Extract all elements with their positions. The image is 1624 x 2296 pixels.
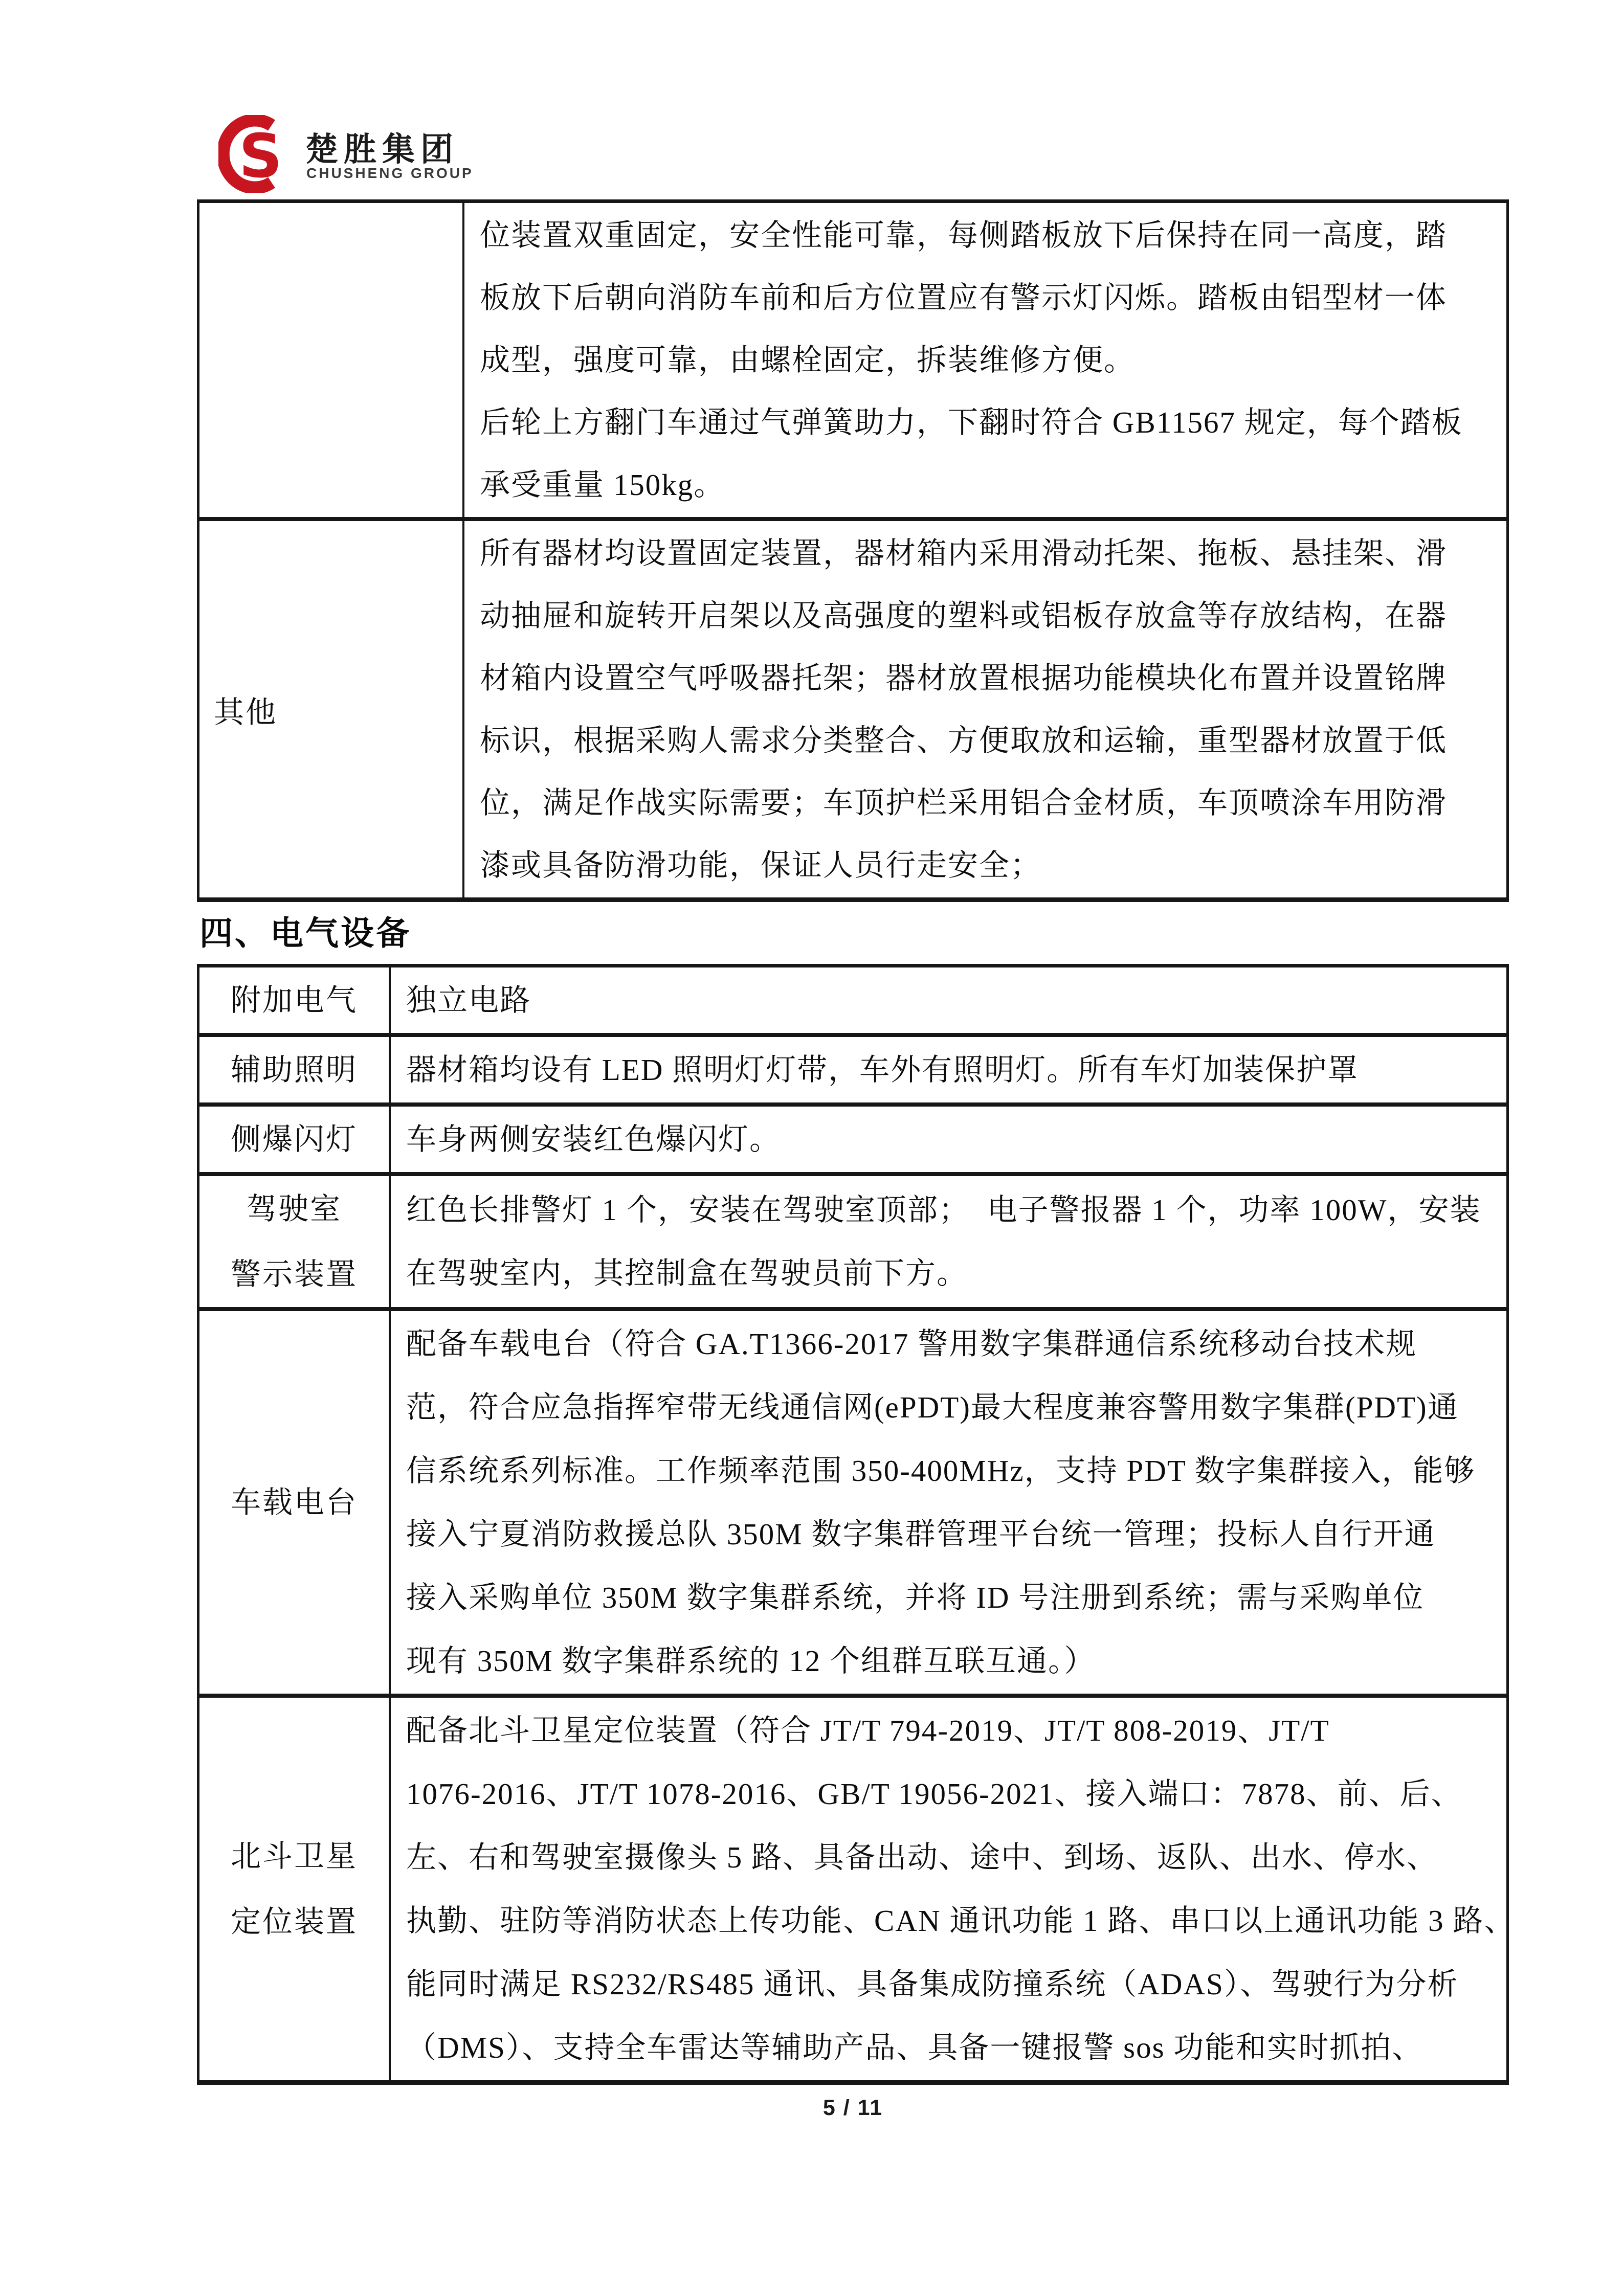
row-label: 北斗卫星 定位装置: [199, 1698, 391, 2080]
spec-line: 信系统系列标准。工作频率范围 350-400MHz，支持 PDT 数字集群接入，能够: [406, 1454, 1476, 1488]
spec-line: 位，满足作战实际需要；车顶护栏采用铝合金材质，车顶喷涂车用防滑: [480, 786, 1448, 820]
row-content: [391, 1311, 1506, 1694]
spec-line: 1076-2016、JT/T 1078-2016、GB/T 19056-2021、接入端口：7878、前、后、: [406, 1777, 1462, 1811]
spec-line: 在驾驶室内，其控制盒在驾驶员前下方。: [406, 1256, 968, 1290]
page-number: 5 / 11: [822, 2096, 883, 2120]
table-row-vehicle-radio: [199, 1307, 1506, 1694]
section-heading: 四、电气设备: [199, 914, 412, 952]
row-content: [464, 203, 1506, 517]
spec-line: 车身两侧安装红色爆闪灯。: [406, 1122, 781, 1156]
spec-line: 独立电路: [406, 983, 531, 1017]
electrical-equipment-table: [197, 964, 1516, 2085]
row-content: [391, 1037, 1506, 1102]
logo-mark-icon: [218, 115, 291, 193]
spec-line: 标识，根据采购人需求分类整合、方便取放和运输，重型器材放置于低: [480, 724, 1448, 757]
spec-line: 接入采购单位 350M 数字集群系统，并将 ID 号注册到系统；需与采购单位: [406, 1581, 1425, 1614]
spec-table-continued: [197, 199, 1509, 902]
spec-line: 范，符合应急指挥窄带无线通信网(ePDT)最大程度兼容警用数字集群(PDT)通: [406, 1390, 1459, 1424]
spec-line: 现有 350M 数字集群系统的 12 个组群互联互通。）: [406, 1644, 1096, 1678]
spec-line: 板放下后朝向消防车前和后方位置应有警示灯闪烁。踏板由铝型材一体: [480, 281, 1448, 314]
spec-line: （DMS）、支持全车雷达等辅助产品、具备一键报警 sos 功能和实时抓拍、: [406, 2031, 1423, 2064]
spec-line: 红色长排警灯 1 个，安装在驾驶室顶部； 电子警报器 1 个，功率 100W，安装: [406, 1193, 1481, 1227]
row-content: [391, 1176, 1506, 1307]
spec-line: 位装置双重固定，安全性能可靠，每侧踏板放下后保持在同一高度，踏: [480, 218, 1448, 252]
table-row-beidou-positioning: [199, 1694, 1516, 2080]
table-row-additional-electric: [199, 967, 1506, 1033]
row-label: 驾驶室 警示装置: [199, 1176, 391, 1307]
spec-line: 动抽屉和旋转开启架以及高强度的塑料或铝板存放盒等存放结构，在器: [480, 599, 1448, 633]
spec-line: 执勤、驻防等消防状态上传功能、CAN 通讯功能 1 路、串口以上通讯功能 3 路、: [406, 1904, 1516, 1938]
svg-text:S: S: [239, 121, 282, 191]
spec-line: 能同时满足 RS232/RS485 通讯、具备集成防撞系统（ADAS）、驾驶行为分析: [406, 1967, 1459, 2001]
table-row-side-strobe: [199, 1102, 1506, 1172]
row-label: 车载电台: [199, 1311, 391, 1694]
company-name-cn: 楚胜集团: [305, 131, 459, 168]
row-label: 附加电气: [199, 967, 391, 1033]
spec-line: 器材箱均设有 LED 照明灯灯带，车外有照明灯。所有车灯加装保护罩: [406, 1053, 1359, 1087]
table-row-other: [199, 517, 1506, 897]
spec-line: 所有器材均设置固定装置，器材箱内采用滑动托架、拖板、悬挂架、滑: [480, 536, 1448, 570]
row-content: [391, 1698, 1519, 2080]
spec-line: 配备车载电台（符合 GA.T1366-2017 警用数字集群通信系统移动台技术规: [406, 1327, 1417, 1361]
spec-line: 承受重量 150kg。: [480, 468, 725, 502]
spec-line: 成型，强度可靠，由螺栓固定，拆装维修方便。: [480, 343, 1136, 377]
row-content: [391, 1107, 1506, 1172]
company-name-en: CHUSHENG GROUP: [306, 165, 474, 181]
spec-line: 接入宁夏消防救援总队 350M 数字集群管理平台统一管理；投标人自行开通: [406, 1517, 1436, 1551]
table-row-aux-lighting: [199, 1033, 1506, 1102]
spec-line: 漆或具备防滑功能，保证人员行走安全；: [480, 848, 1042, 882]
company-logo: [218, 110, 709, 199]
spec-line: 左、右和驾驶室摄像头 5 路、具备出动、途中、到场、返队、出水、停水、: [406, 1840, 1438, 1874]
row-content: [391, 967, 1506, 1033]
table-row-continued: [199, 203, 1506, 517]
spec-line: 材箱内设置空气呼吸器托架；器材放置根据功能模块化布置并设置铭牌: [480, 661, 1448, 695]
row-content: [464, 521, 1506, 897]
row-label: 辅助照明: [199, 1037, 391, 1102]
spec-line: 后轮上方翻门车通过气弹簧助力，下翻时符合 GB11567 规定，每个踏板: [480, 406, 1463, 439]
row-label-empty: [199, 203, 464, 517]
table-row-cab-warning: [199, 1172, 1506, 1307]
row-label: 侧爆闪灯: [199, 1107, 391, 1172]
spec-line: 配备北斗卫星定位装置（符合 JT/T 794-2019、JT/T 808-2019、JT/T: [406, 1714, 1330, 1747]
row-label: 其他: [199, 521, 464, 897]
